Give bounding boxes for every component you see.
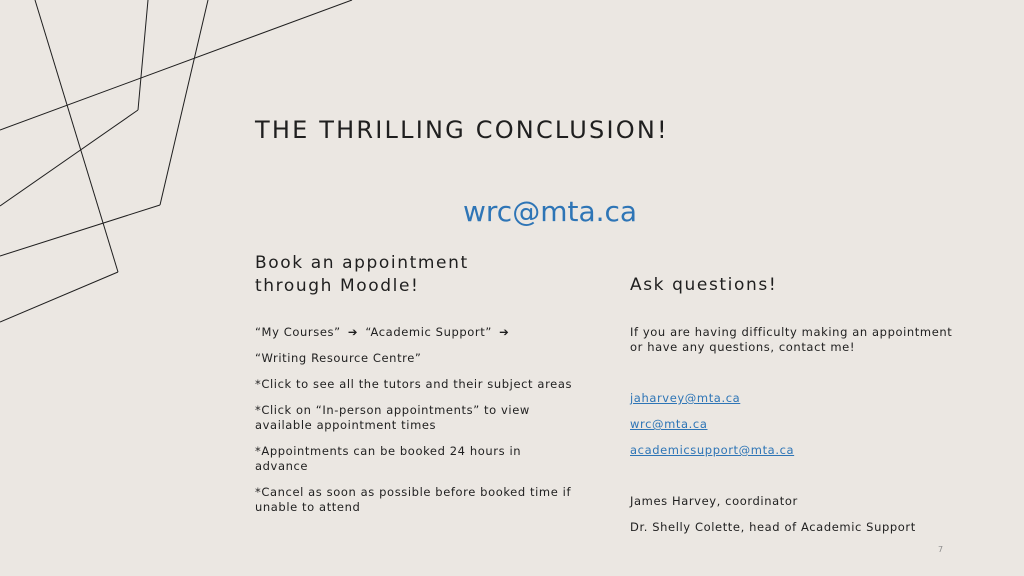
deco-line-3 xyxy=(138,0,148,110)
left-heading xyxy=(255,252,535,298)
right-heading: Ask questions! xyxy=(630,275,778,295)
bullet-in-person: *Click on “In-person appointments” to view available appointment times xyxy=(255,403,530,432)
bullet-24-hours: *Appointments can be booked 24 hours in advance xyxy=(255,444,522,473)
bullet-tutors: *Click to see all the tutors and their subject areas xyxy=(255,377,573,391)
right-arrow-icon: ➔ xyxy=(347,325,359,339)
deco-line-4 xyxy=(0,110,138,206)
nav-writing-centre: “Writing Resource Centre” xyxy=(255,351,422,365)
contact-head: Dr. Shelly Colette, head of Academic Support xyxy=(630,520,916,534)
deco-line-6 xyxy=(0,205,160,256)
contact-intro: If you are having difficulty making an appointment or have any questions, contact me! xyxy=(630,325,953,354)
email-link-academicsupport[interactable]: academicsupport@mta.ca xyxy=(630,443,795,457)
right-arrow-icon: ➔ xyxy=(499,325,510,339)
right-body xyxy=(630,325,960,534)
left-heading-line1: Book an appointment xyxy=(255,253,469,273)
page-number: 7 xyxy=(938,545,944,554)
email-link-wrc[interactable]: wrc@mta.ca xyxy=(630,417,708,431)
deco-line-7 xyxy=(0,0,352,130)
deco-line-5 xyxy=(160,0,208,205)
bullet-cancel: *Cancel as soon as possible before booked time if unable to attend xyxy=(255,485,572,514)
left-body xyxy=(255,325,575,526)
nav-my-courses: “My Courses” xyxy=(255,325,341,339)
nav-academic-support: “Academic Support” xyxy=(365,325,492,339)
slide-title: THE THRILLING CONCLUSION! xyxy=(255,116,669,144)
left-heading-line2: through Moodle! xyxy=(255,276,420,296)
deco-line-2 xyxy=(0,272,118,322)
contact-coordinator: James Harvey, coordinator xyxy=(630,494,798,508)
moodle-path-line xyxy=(255,325,575,340)
main-email: wrc@mta.ca xyxy=(463,195,638,228)
email-link-jaharvey[interactable]: jaharvey@mta.ca xyxy=(630,391,741,405)
